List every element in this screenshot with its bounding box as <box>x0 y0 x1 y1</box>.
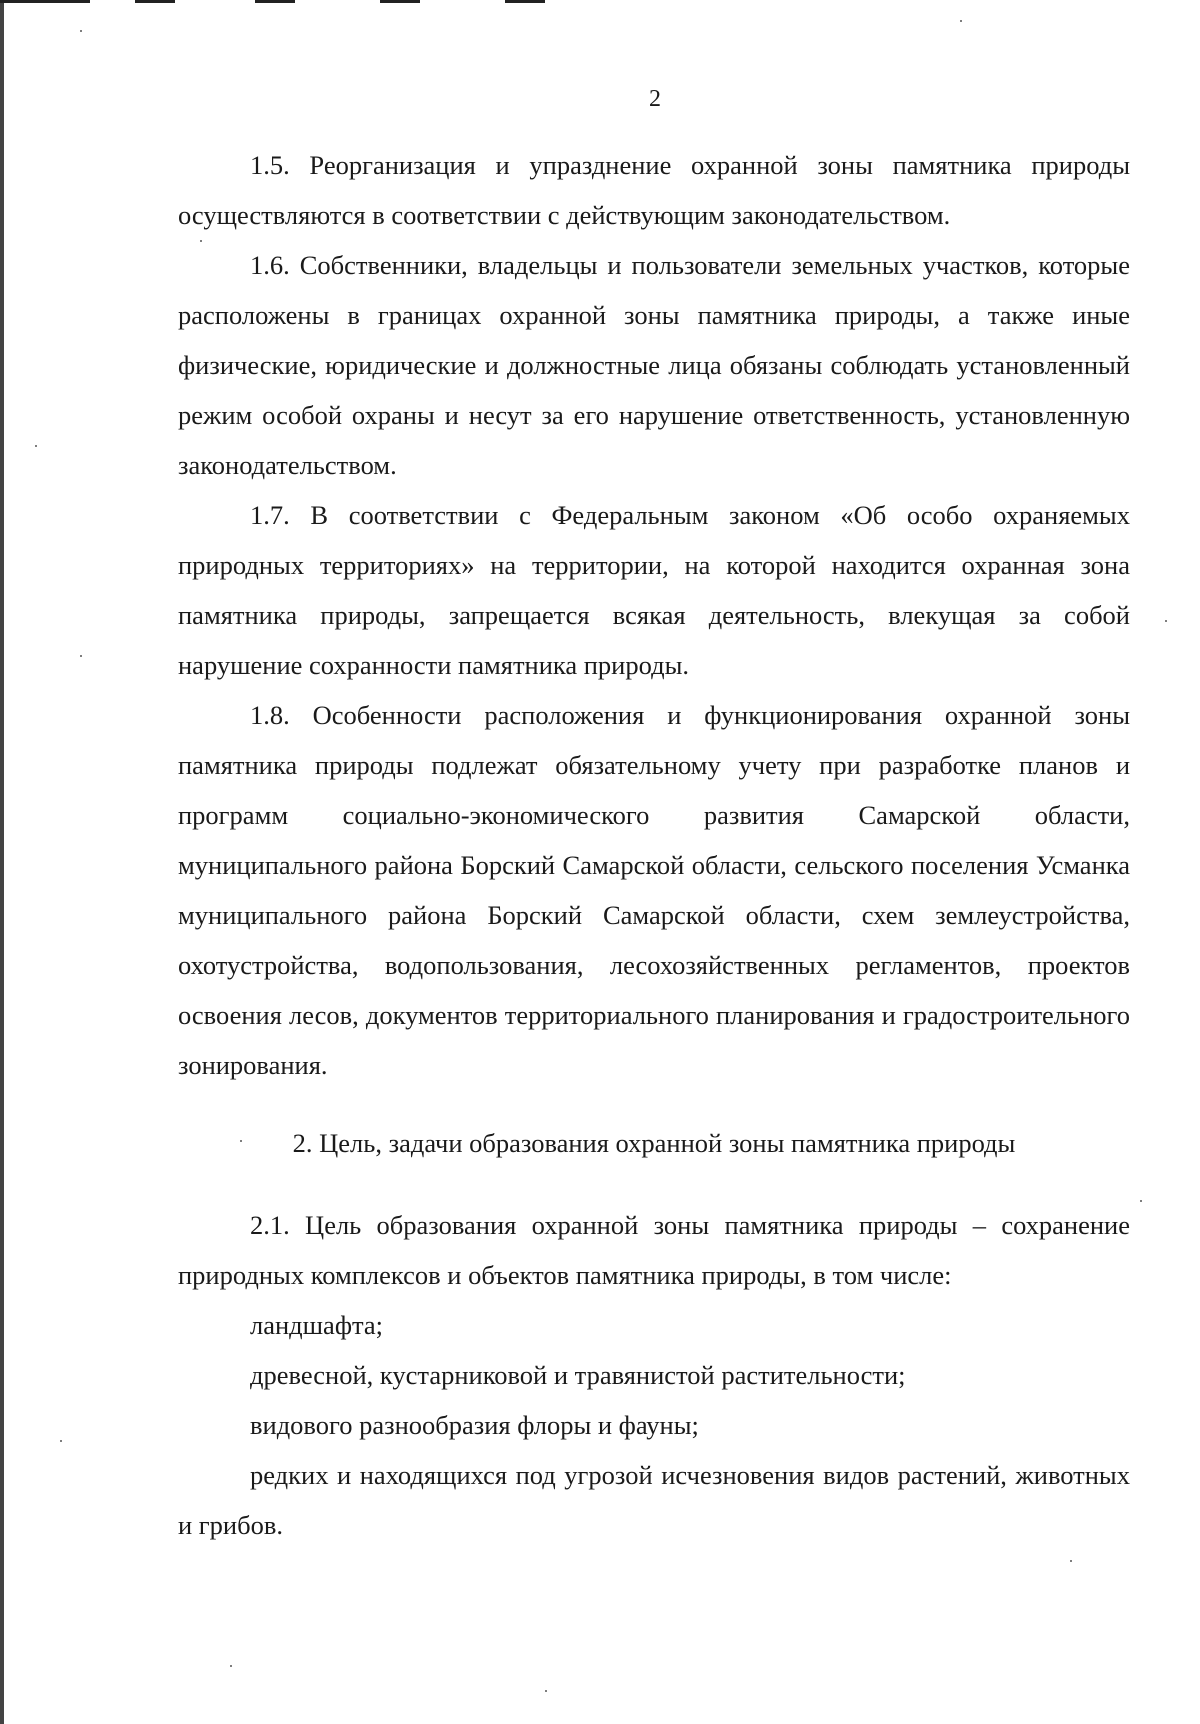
top-edge-mark <box>505 0 545 3</box>
scan-speck <box>1165 620 1167 622</box>
paragraph-2-1: 2.1. Цель образования охранной зоны памятника природы – сохранение природных комплексов и объектов памятника природы, в том числе: <box>178 1210 1130 1290</box>
scan-speck <box>200 240 202 242</box>
list-item-last: редких и находящихся под угрозой исчезновения видов растений, животных и грибов. <box>178 1460 1130 1540</box>
top-edge-mark <box>380 0 420 3</box>
scan-speck <box>80 30 82 32</box>
paragraph-1-5: 1.5. Реорганизация и упразднение охранной зоны памятника природы осуществляются в соответствии с действующим законодательством. <box>178 150 1130 230</box>
top-edge-mark <box>255 0 295 3</box>
list-item: ландшафта; <box>250 1310 384 1340</box>
scan-speck <box>545 1690 547 1692</box>
scan-speck <box>230 1665 232 1667</box>
scan-speck <box>1140 1200 1142 1202</box>
paragraph-1-6: 1.6. Собственники, владельцы и пользователи земельных участков, которые расположены в границах охранной зоны памятника природы, а также иные физические, юридические и должностные лица обязаны соблюдать установленный режим особой охраны и несут за его нарушение ответственность, установленную законодательством. <box>178 250 1130 480</box>
list-item: видового разнообразия флоры и фауны; <box>250 1410 699 1440</box>
top-edge-mark <box>0 0 90 3</box>
paragraph-1-7: 1.7. В соответствии с Федеральным законом «Об особо охраняемых природных территориях» на территории, на которой находится охранная зона памятника природы, запрещается всякая деятельность, влекущая за собой нарушение сохранности памятника природы. <box>178 500 1130 680</box>
scan-speck <box>240 1140 242 1142</box>
list-item: древесной, кустарниковой и травянистой растительности; <box>250 1360 906 1390</box>
section-heading: 2. Цель, задачи образования охранной зоны памятника природы <box>292 1128 1016 1158</box>
scan-speck <box>60 1440 62 1442</box>
paragraph-1-8: 1.8. Особенности расположения и функционирования охранной зоны памятника природы подлежат обязательному учету при разработке планов и программ социально-экономического развития Самарской области, муниципального района Борский Самарской области, сельского поселения Усманка муниципального района Борский Самарской области, схем землеустройства, охотустройства, водопользования, лесохозяйственных регламентов, проектов освоения лесов, документов территориального планирования и градостроительного зонирования. <box>178 700 1130 1080</box>
scan-speck <box>35 445 37 447</box>
top-edge-mark <box>135 0 175 3</box>
scan-speck <box>960 20 962 22</box>
scan-speck <box>80 655 82 657</box>
page-number: 2 <box>649 86 661 112</box>
scan-speck <box>1070 1560 1072 1562</box>
page-edge-shadow <box>0 0 4 1724</box>
